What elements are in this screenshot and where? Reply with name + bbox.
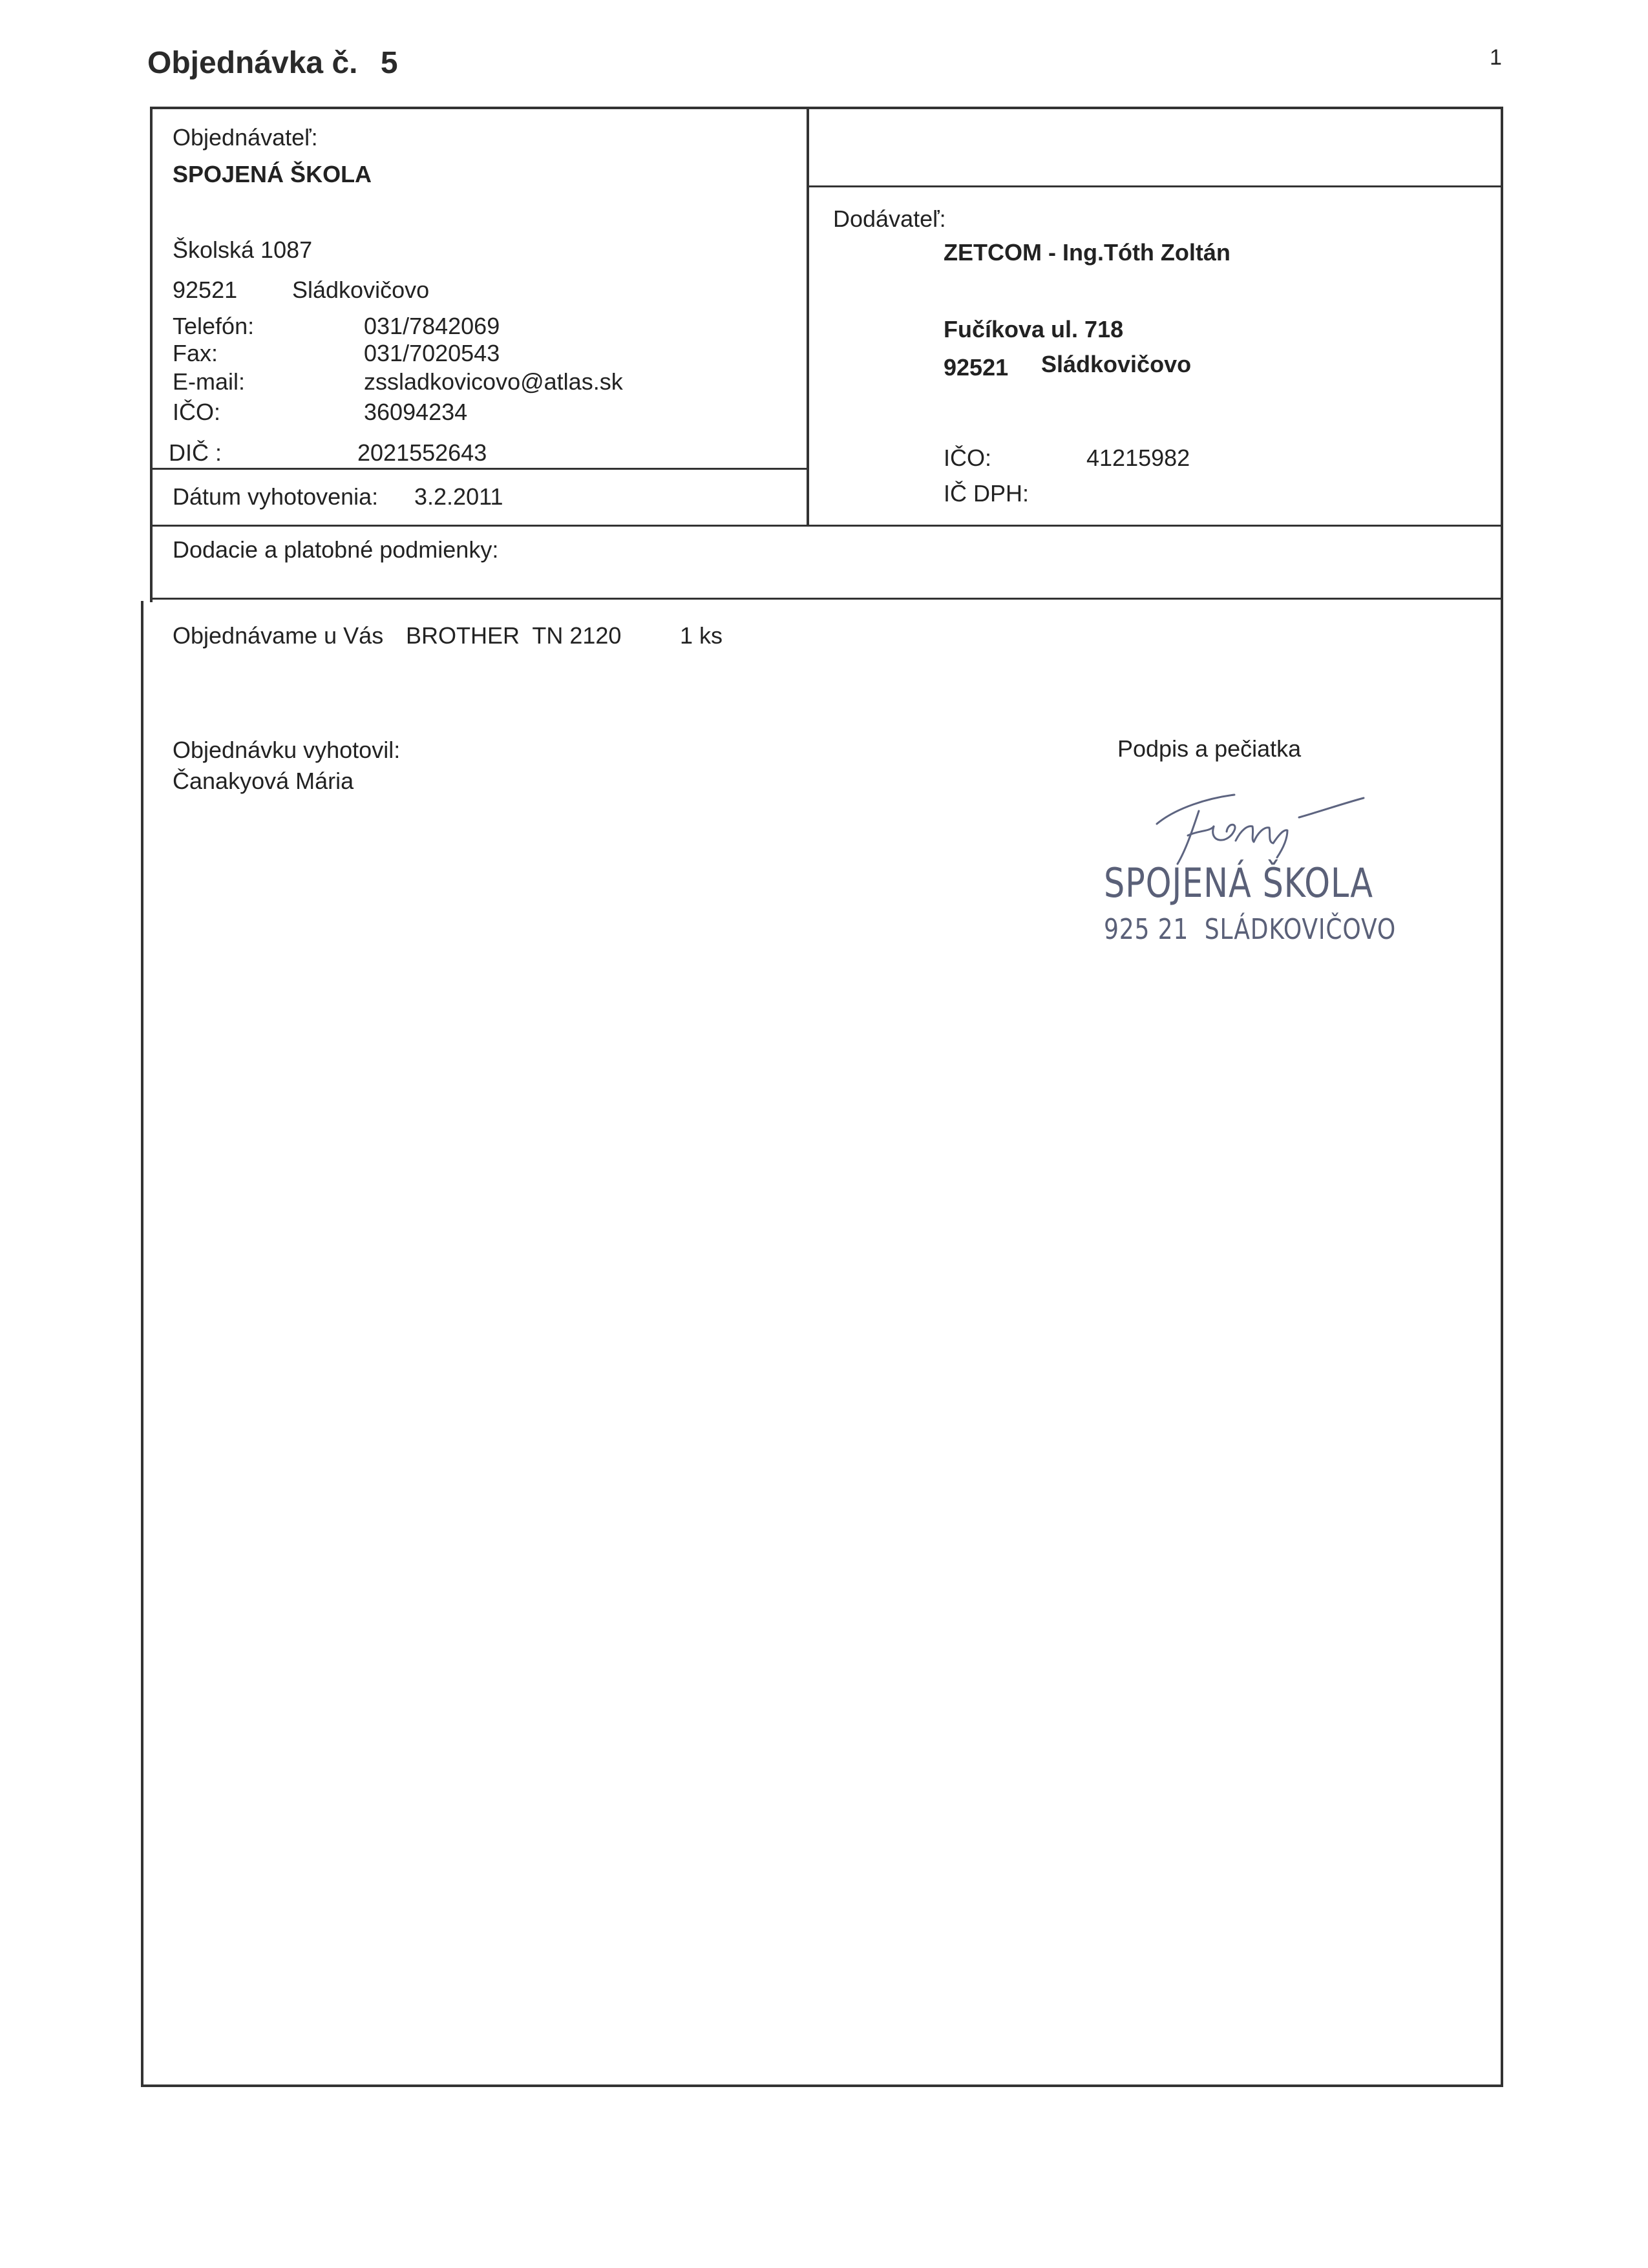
stamp-address: 925 21 SLÁDKOVIČOVO xyxy=(1104,913,1397,946)
orderer-street: Školská 1087 xyxy=(173,236,313,263)
date-row-top-border xyxy=(150,468,808,470)
frame-top-border xyxy=(150,107,1503,109)
frame-bottom-border xyxy=(141,2084,1503,2087)
phone-label: Telefón: xyxy=(173,313,255,339)
supplier-icdph-label: IČ DPH: xyxy=(944,480,1030,507)
ico-label: IČO: xyxy=(173,399,221,425)
date-value: 3.2.2011 xyxy=(414,483,503,510)
column-divider xyxy=(807,107,809,527)
page-number: 1 xyxy=(1490,45,1502,70)
title-text: Objednávka č. xyxy=(147,46,358,80)
created-by-label: Objednávku vyhotovil: xyxy=(173,737,401,763)
orderer-city: Sládkovičovo xyxy=(292,277,430,303)
order-quantity: 1 ks xyxy=(680,622,723,649)
frame-left-border-lower xyxy=(141,601,143,2087)
terms-row-top-border xyxy=(150,525,1503,527)
dic-value: 2021552643 xyxy=(357,439,487,466)
order-row-top-border xyxy=(150,598,1503,600)
order-intro: Objednávame u Vás xyxy=(173,622,384,649)
orderer-name: SPOJENÁ ŠKOLA xyxy=(173,161,372,187)
supplier-label: Dodávateľ: xyxy=(833,205,946,232)
supplier-city: Sládkovičovo xyxy=(1041,351,1192,377)
signature-label: Podpis a pečiatka xyxy=(1117,735,1302,762)
ico-value: 36094234 xyxy=(364,399,468,425)
email-value: zssladkovicovo@atlas.sk xyxy=(364,368,623,395)
frame-right-border xyxy=(1501,107,1503,2087)
date-label: Dátum vyhotovenia: xyxy=(173,483,379,510)
supplier-name: ZETCOM - Ing.Tóth Zoltán xyxy=(944,239,1231,266)
created-by-name: Čanakyová Mária xyxy=(173,768,354,794)
supplier-street: Fučíkova ul. 718 xyxy=(944,316,1124,342)
email-label: E-mail: xyxy=(173,368,246,395)
supplier-ico-value: 41215982 xyxy=(1086,445,1190,471)
document-title xyxy=(147,45,398,81)
fax-value: 031/7020543 xyxy=(364,340,500,366)
phone-value: 031/7842069 xyxy=(364,313,500,339)
dic-label: DIČ : xyxy=(169,439,222,466)
supplier-zip: 92521 xyxy=(944,354,1009,381)
orderer-zip: 92521 xyxy=(173,277,238,303)
supplier-ico-label: IČO: xyxy=(944,445,992,471)
stamp-name: SPOJENÁ ŠKOLA xyxy=(1104,859,1373,907)
frame-left-border xyxy=(150,107,153,602)
handwritten-signature xyxy=(1137,785,1377,869)
orderer-label: Objednávateľ: xyxy=(173,124,318,151)
terms-label: Dodacie a platobné podmienky: xyxy=(173,536,499,563)
order-item: BROTHER TN 2120 xyxy=(406,622,622,649)
supplier-box-top-border xyxy=(807,185,1503,187)
fax-label: Fax: xyxy=(173,340,218,366)
order-number: 5 xyxy=(380,46,398,80)
